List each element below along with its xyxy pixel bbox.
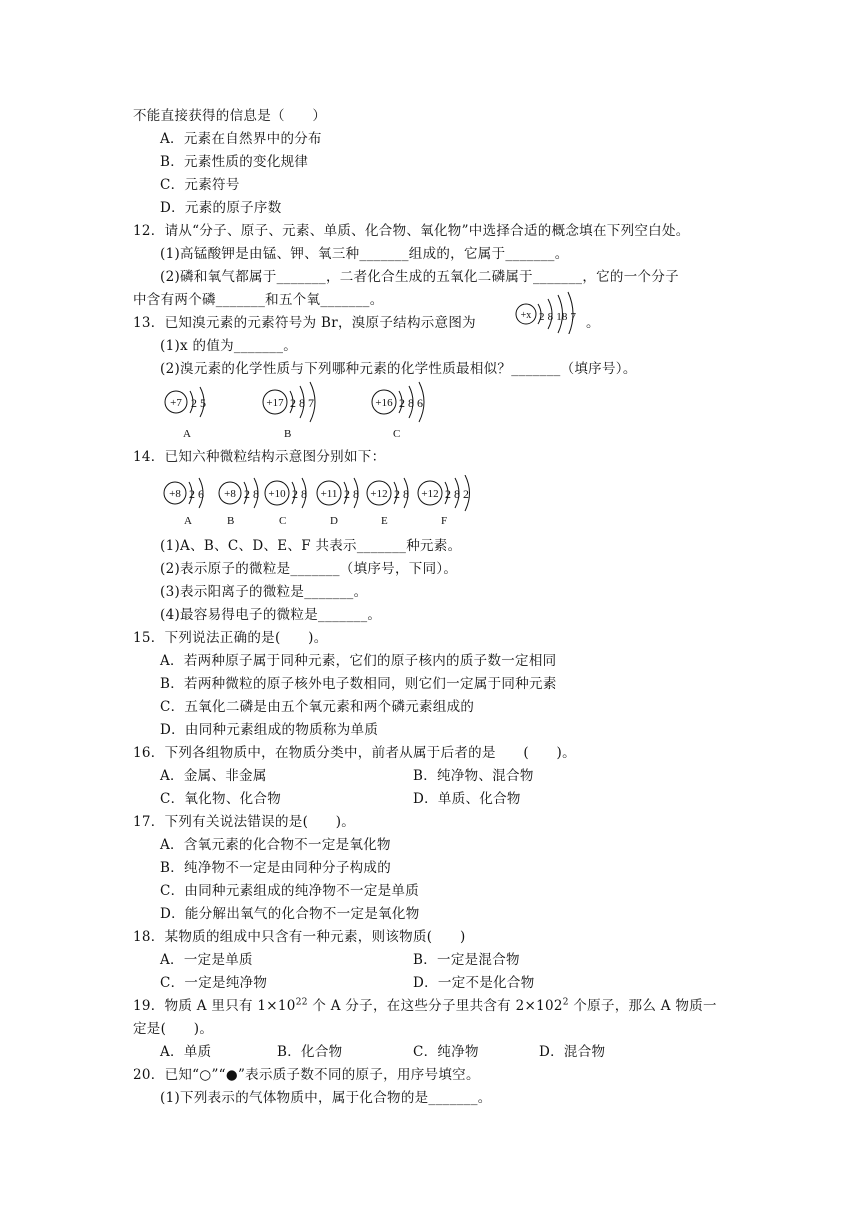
q11-option-b: B．元素性质的变化规律 <box>160 154 309 170</box>
q17-option-a: A．含氧元素的化合物不一定是氧化物 <box>160 837 391 853</box>
svg-text:+12: +12 <box>421 488 439 500</box>
q19-option-d: D．混合物 <box>539 1044 606 1060</box>
q16-option-a: A．金属、非金属 <box>160 768 267 784</box>
q18-stem: 18．某物质的组成中只含有一种元素，则该物质( ) <box>133 929 466 945</box>
svg-text:2 8: 2 8 <box>394 487 409 501</box>
svg-text:A: A <box>183 428 191 440</box>
q17-option-b: B．纯净物不一定是由同种分子构成的 <box>160 860 392 876</box>
svg-text:2 8 6: 2 8 6 <box>399 396 423 410</box>
svg-text:+10: +10 <box>268 488 286 500</box>
svg-text:2 8 7: 2 8 7 <box>290 396 314 410</box>
svg-text:C: C <box>279 515 287 527</box>
svg-text:+12: +12 <box>370 488 388 500</box>
particle-d <box>317 478 359 527</box>
q16-option-b: B．纯净物、混合物 <box>413 768 534 784</box>
bromine-atom-diagram <box>512 290 592 334</box>
q19-option-c: C．纯净物 <box>413 1044 479 1060</box>
q11-stem: 不能直接获得的信息是（ ） <box>133 108 327 124</box>
svg-text:D: D <box>330 515 338 527</box>
svg-text:+7: +7 <box>170 397 182 409</box>
svg-text:A: A <box>184 515 192 527</box>
q19-stem: 19．物质 A 里只有 $1\times 10^{22}$ 个 A 分子，在这些分子里共含有 $2\times 102^2$ 个原子，那么 A 物质一 <box>133 997 717 1014</box>
svg-text:+x: +x <box>520 310 532 321</box>
svg-text:2 5: 2 5 <box>191 396 206 410</box>
particle-c <box>265 478 307 527</box>
svg-text:2 8: 2 8 <box>344 487 359 501</box>
q17-stem: 17．下列有关说法错误的是( )。 <box>133 814 356 830</box>
svg-text:+8: +8 <box>169 488 181 500</box>
q14-part4: (4)最容易得电子的微粒是_______。 <box>160 607 382 623</box>
q16-stem: 16．下列各组物质中，在物质分类中，前者从属于后者的是 ( )。 <box>133 745 576 761</box>
q20-part1: (1)下列表示的气体物质中，属于化合物的是_______。 <box>160 1090 492 1106</box>
particle-f <box>418 475 470 527</box>
svg-text:C: C <box>393 428 401 440</box>
q16-option-c: C．氧化物、化合物 <box>160 791 282 807</box>
q13-stem-end: 。 <box>586 315 600 331</box>
svg-text:F: F <box>441 515 448 527</box>
q19-option-a: A．单质 <box>160 1044 212 1060</box>
svg-text:2 8: 2 8 <box>244 487 259 501</box>
q19-option-b: B．化合物 <box>277 1044 343 1060</box>
q13-stem: 13．已知溴元素的元素符号为 Br，溴原子结构示意图为 <box>133 315 476 331</box>
q15-option-d: D．由同种元素组成的物质称为单质 <box>160 722 379 738</box>
q11-option-d: D．元素的原子序数 <box>160 200 282 216</box>
q12-part2b: 中含有两个磷_______和五个氧_______。 <box>133 292 384 308</box>
q18-option-a: A．一定是单质 <box>160 952 253 968</box>
particle-b <box>219 478 259 527</box>
q16-option-d: D．单质、化合物 <box>413 791 521 807</box>
q12-part1: (1)高锰酸钾是由锰、钾、氧三种_______组成的，它属于_______。 <box>160 246 569 262</box>
q14-part2: (2)表示原子的微粒是_______（填序号，下同）。 <box>160 561 458 577</box>
svg-text:2 8 18 7: 2 8 18 7 <box>539 311 576 323</box>
q20-stem: 20．已知“○”“●”表示质子数不同的原子，用序号填空。 <box>133 1067 480 1083</box>
svg-text:2 6: 2 6 <box>189 487 204 501</box>
svg-text:+16: +16 <box>375 397 393 409</box>
q15-stem: 15．下列说法正确的是( )。 <box>133 630 328 646</box>
particle-diagrams <box>160 475 480 531</box>
q14-part3: (3)表示阳离子的微粒是_______。 <box>160 584 368 600</box>
q15-option-b: B．若两种微粒的原子核外电子数相同，则它们一定属于同种元素 <box>160 676 557 692</box>
atom-diagram-b <box>259 380 339 440</box>
q15-option-c: C．五氧化二磷是由五个氧元素和两个磷元素组成的 <box>160 699 475 715</box>
q12-part2a: (2)磷和氧气都属于_______，二者化合生成的五氧化二磷属于_______，它的一个分子 <box>160 269 679 285</box>
q18-option-b: B．一定是混合物 <box>413 952 520 968</box>
q15-option-a: A．若两种原子属于同种元素，它们的原子核内的质子数一定相同 <box>160 653 557 669</box>
q17-option-c: C．由同种元素组成的纯净物不一定是单质 <box>160 883 420 899</box>
svg-text:B: B <box>284 428 292 440</box>
q14-part1: (1)A、B、C、D、E、F 共表示_______种元素。 <box>160 538 462 554</box>
svg-text:2 8: 2 8 <box>292 487 307 501</box>
svg-text:B: B <box>227 515 235 527</box>
q11-option-a: A．元素在自然界中的分布 <box>160 131 322 147</box>
svg-text:2 8 2: 2 8 2 <box>445 487 469 501</box>
svg-text:+11: +11 <box>320 488 338 500</box>
particle-e <box>367 478 409 527</box>
q12-stem: 12．请从“分子、原子、元素、单质、化合物、氧化物”中选择合适的概念填在下列空白处。 <box>133 223 690 239</box>
particle-a <box>164 478 204 527</box>
q13-part1: (1)x 的值为_______。 <box>160 338 298 354</box>
q18-option-d: D．一定不是化合物 <box>413 975 535 991</box>
atom-diagram-a <box>160 382 230 440</box>
q18-option-c: C．一定是纯净物 <box>160 975 268 991</box>
q19-stem-line2: 定是( )。 <box>133 1021 214 1037</box>
svg-text:+17: +17 <box>266 397 284 409</box>
svg-text:E: E <box>381 515 388 527</box>
q11-option-c: C．元素符号 <box>160 177 240 193</box>
svg-text:+8: +8 <box>224 488 236 500</box>
atom-diagram-c <box>368 380 448 440</box>
q17-option-d: D．能分解出氧气的化合物不一定是氧化物 <box>160 906 420 922</box>
q14-stem: 14．已知六种微粒结构示意图分别如下： <box>133 449 386 465</box>
q13-part2: (2)溴元素的化学性质与下列哪种元素的化学性质最相似？_______（填序号）。 <box>160 361 637 377</box>
